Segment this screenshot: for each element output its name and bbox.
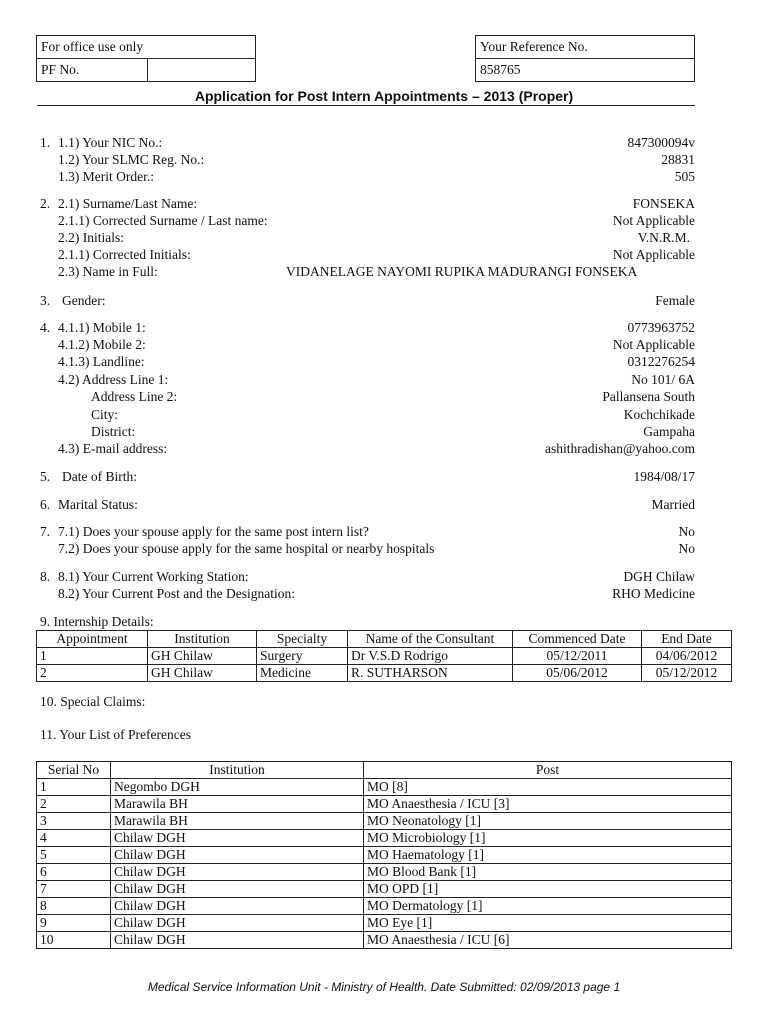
working-station-label: 8.1) Your Current Working Station: <box>58 569 249 584</box>
column-header: Institution <box>148 631 257 648</box>
table-cell: Chilaw DGH <box>111 915 364 932</box>
initials-label: 2.2) Initials: <box>58 230 124 245</box>
current-post-value: RHO Medicine <box>612 586 695 601</box>
current-post-row <box>40 585 695 602</box>
full-name-value: VIDANELAGE NAYOMI RUPIKA MADURANGI FONSEKA <box>286 264 638 279</box>
reference-value: 858765 <box>476 59 695 82</box>
full-name-label: 2.3) Name in Full: <box>58 264 158 279</box>
section-number: 4. <box>40 320 51 335</box>
table-cell: Marawila BH <box>111 796 364 813</box>
table-row <box>37 881 732 898</box>
section-number: 6. <box>40 497 51 512</box>
slmc-row <box>40 151 695 168</box>
address-line1-row <box>40 371 695 388</box>
address-line2-value: Pallansena South <box>602 389 695 404</box>
landline-label: 4.1.3) Landline: <box>58 354 145 369</box>
table-row <box>37 796 732 813</box>
nic-label: 1.1) Your NIC No.: <box>58 135 163 150</box>
table-cell: 5 <box>37 847 111 864</box>
table-cell: 3 <box>37 813 111 830</box>
table-cell: MO Dermatology [1] <box>364 898 732 915</box>
initials-row <box>40 229 695 246</box>
office-use-label: For office use only <box>37 36 256 59</box>
table-header-row <box>37 631 732 648</box>
mobile2-label: 4.1.2) Mobile 2: <box>58 337 146 352</box>
address-line1-label: 4.2) Address Line 1: <box>58 372 169 387</box>
table-cell: MO Anaesthesia / ICU [6] <box>364 932 732 949</box>
spouse-q2-row <box>40 540 695 557</box>
current-post-label: 8.2) Your Current Post and the Designation: <box>58 586 295 601</box>
corrected-surname-label: 2.1.1) Corrected Surname / Last name: <box>58 213 268 228</box>
section-number: 1. <box>40 135 51 150</box>
internship-table <box>36 630 732 682</box>
section-number: 2. <box>40 196 51 211</box>
table-cell: Chilaw DGH <box>111 847 364 864</box>
table-cell: 8 <box>37 898 111 915</box>
table-row <box>37 864 732 881</box>
table-cell: 2 <box>37 796 111 813</box>
table-cell: 05/06/2012 <box>513 665 642 682</box>
spouse-q1-label: 7.1) Does your spouse apply for the same post intern list? <box>58 524 369 539</box>
column-header: Commenced Date <box>513 631 642 648</box>
slmc-value: 28831 <box>661 152 695 167</box>
table-cell: Surgery <box>257 648 348 665</box>
working-station-row <box>40 568 695 585</box>
column-header: Specialty <box>257 631 348 648</box>
address-line1-value: No 101/ 6A <box>631 372 695 387</box>
mobile1-row <box>40 319 695 336</box>
table-cell: 05/12/2012 <box>642 665 732 682</box>
address-line2-label: Address Line 2: <box>91 389 178 404</box>
marital-label: Marital Status: <box>58 497 138 512</box>
table-cell: 4 <box>37 830 111 847</box>
table-cell: GH Chilaw <box>148 648 257 665</box>
preferences-heading-text: 11. Your List of Preferences <box>40 727 191 742</box>
working-station-value: DGH Chilaw <box>623 569 695 584</box>
column-header: Name of the Consultant <box>348 631 513 648</box>
table-cell: 05/12/2011 <box>513 648 642 665</box>
initials-value: V.N.R.M. <box>637 230 690 245</box>
table-row <box>37 898 732 915</box>
dob-value: 1984/08/17 <box>633 469 695 484</box>
table-row <box>37 932 732 949</box>
table-cell: MO Haematology [1] <box>364 847 732 864</box>
table-cell: Chilaw DGH <box>111 830 364 847</box>
title-divider <box>37 105 695 106</box>
mobile1-label: 4.1.1) Mobile 1: <box>58 320 146 335</box>
table-row <box>37 648 732 665</box>
table-cell: MO OPD [1] <box>364 881 732 898</box>
table-cell: Chilaw DGH <box>111 898 364 915</box>
column-header: Institution <box>111 762 364 779</box>
city-label: City: <box>91 407 119 422</box>
table-row <box>37 847 732 864</box>
table-row <box>37 779 732 796</box>
table-cell: Chilaw DGH <box>111 864 364 881</box>
table-cell: 1 <box>37 779 111 796</box>
table-cell: Chilaw DGH <box>111 881 364 898</box>
merit-row <box>40 168 695 185</box>
section-number: 7. <box>40 524 51 539</box>
surname-value: FONSEKA <box>632 196 695 211</box>
table-cell: Medicine <box>257 665 348 682</box>
table-row <box>37 665 732 682</box>
table-cell: MO Microbiology [1] <box>364 830 732 847</box>
table-row <box>37 830 732 847</box>
office-use-box <box>36 35 256 82</box>
pf-no-value <box>148 59 256 82</box>
surname-label: 2.1) Surname/Last Name: <box>58 196 198 211</box>
dob-row <box>40 468 695 485</box>
table-cell: 1 <box>37 648 148 665</box>
corrected-initials-label: 2.1.1) Corrected Initials: <box>58 247 191 262</box>
email-value: ashithradishan@yahoo.com <box>544 441 695 456</box>
city-row <box>40 406 695 423</box>
reference-box <box>475 35 695 82</box>
surname-row <box>40 195 695 212</box>
section-number: 8. <box>40 569 51 584</box>
slmc-label: 1.2) Your SLMC Reg. No.: <box>58 152 205 167</box>
table-cell: Marawila BH <box>111 813 364 830</box>
spouse-q2-label: 7.2) Does your spouse apply for the same hospital or nearby hospitals <box>58 541 435 556</box>
dob-label: Date of Birth: <box>62 469 137 484</box>
address-line2-row <box>40 388 695 405</box>
district-value: Gampaha <box>643 424 695 439</box>
mobile1-value: 0773963752 <box>627 320 695 335</box>
column-header: Serial No <box>37 762 111 779</box>
column-header: End Date <box>642 631 732 648</box>
marital-row <box>40 496 695 513</box>
table-cell: 6 <box>37 864 111 881</box>
email-label: 4.3) E-mail address: <box>58 441 168 456</box>
corrected-surname-value: Not Applicable <box>612 213 695 228</box>
table-cell: GH Chilaw <box>148 665 257 682</box>
mobile2-value: Not Applicable <box>612 337 695 352</box>
corrected-surname-row <box>40 212 695 229</box>
section-number: 5. <box>40 469 51 484</box>
special-claims-heading <box>40 693 695 710</box>
internship-heading-text: 9. Internship Details: <box>40 614 154 629</box>
landline-row <box>40 353 695 370</box>
table-cell: Dr V.S.D Rodrigo <box>348 648 513 665</box>
internship-heading <box>40 613 695 630</box>
table-cell: MO Neonatology [1] <box>364 813 732 830</box>
table-cell: 10 <box>37 932 111 949</box>
column-header: Appointment <box>37 631 148 648</box>
special-claims-text: 10. Special Claims: <box>40 694 146 709</box>
city-value: Kochchikade <box>623 407 695 422</box>
corrected-initials-value: Not Applicable <box>612 247 695 262</box>
pf-no-label: PF No. <box>37 59 148 82</box>
table-row <box>37 813 732 830</box>
district-row <box>40 423 695 440</box>
table-cell: MO [8] <box>364 779 732 796</box>
corrected-initials-row <box>40 246 695 263</box>
table-row <box>37 915 732 932</box>
merit-label: 1.3) Merit Order.: <box>58 169 154 184</box>
page-title: Application for Post Intern Appointments – 2013 (Proper) <box>194 88 574 104</box>
nic-row <box>40 134 695 151</box>
mobile2-row <box>40 336 695 353</box>
table-cell: 7 <box>37 881 111 898</box>
nic-value: 847300094v <box>627 135 695 150</box>
gender-row <box>40 292 695 309</box>
gender-value: Female <box>655 293 695 308</box>
preferences-heading <box>40 726 695 743</box>
gender-label: Gender: <box>62 293 106 308</box>
table-cell: MO Eye [1] <box>364 915 732 932</box>
preferences-table <box>36 761 732 949</box>
table-header-row <box>37 762 732 779</box>
spouse-q2-value: No <box>678 541 695 556</box>
page-footer: Medical Service Information Unit - Ministry of Health. Date Submitted: 02/09/2013 page 1 <box>147 980 621 994</box>
spouse-q1-value: No <box>678 524 695 539</box>
spouse-q1-row <box>40 523 695 540</box>
table-cell: 04/06/2012 <box>642 648 732 665</box>
full-name-row <box>40 263 695 280</box>
column-header: Post <box>364 762 732 779</box>
section-number: 3. <box>40 293 51 308</box>
table-cell: 2 <box>37 665 148 682</box>
marital-value: Married <box>651 497 695 512</box>
district-label: District: <box>91 424 136 439</box>
table-cell: Negombo DGH <box>111 779 364 796</box>
table-cell: 9 <box>37 915 111 932</box>
table-cell: R. SUTHARSON <box>348 665 513 682</box>
merit-value: 505 <box>674 169 695 184</box>
reference-label: Your Reference No. <box>476 36 695 59</box>
landline-value: 0312276254 <box>627 354 695 369</box>
email-row <box>40 440 695 457</box>
table-cell: MO Anaesthesia / ICU [3] <box>364 796 732 813</box>
table-cell: MO Blood Bank [1] <box>364 864 732 881</box>
table-cell: Chilaw DGH <box>111 932 364 949</box>
